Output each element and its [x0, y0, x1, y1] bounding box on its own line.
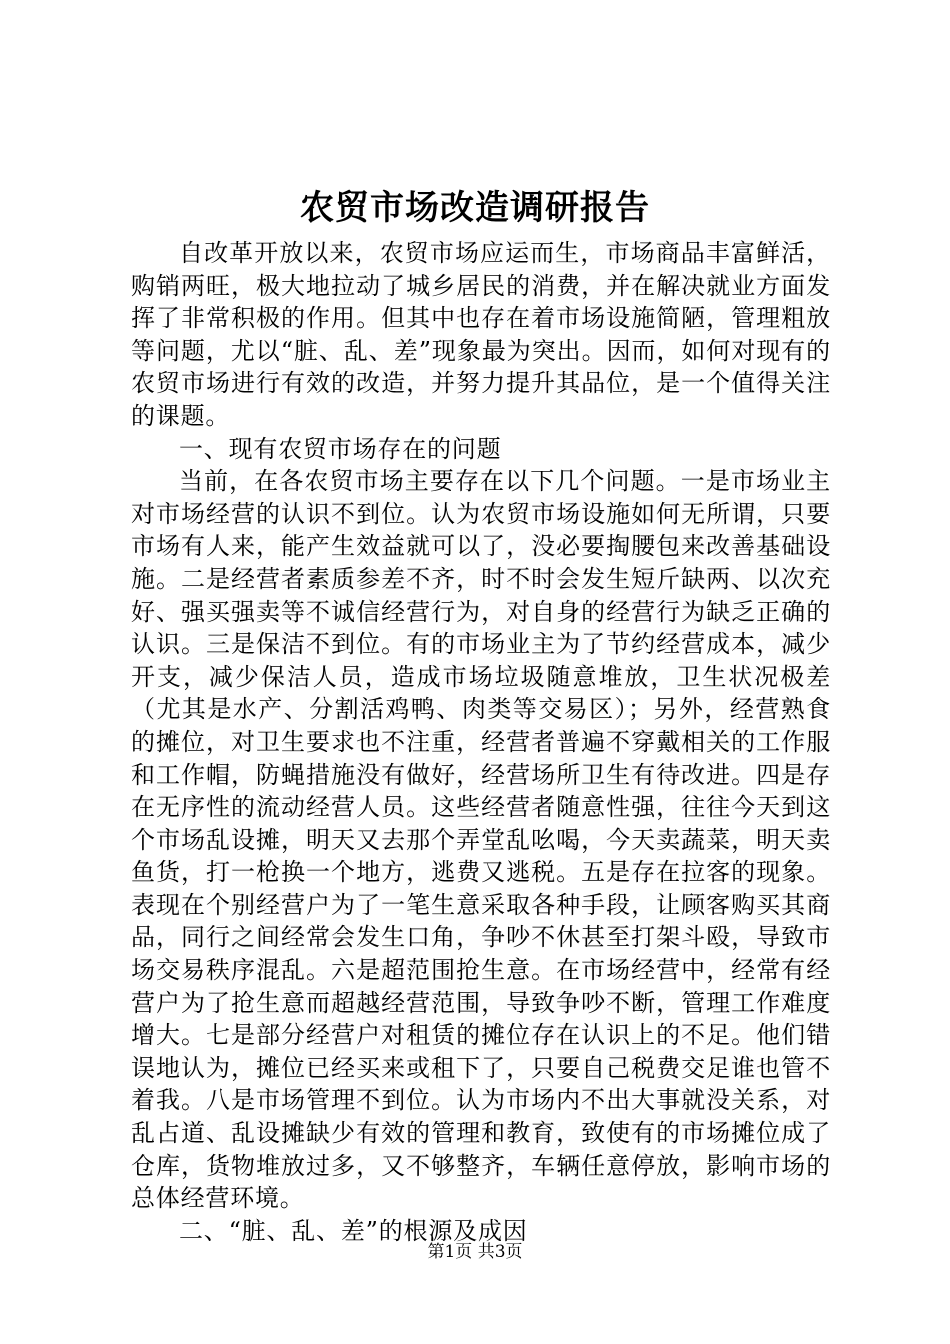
page-footer: 第1页 共3页: [427, 1242, 523, 1262]
problems-paragraph: 当前，在各农贸市场主要存在以下几个问题。一是市场业主对市场经营的认识不到位。认为农贸市场设施如何无所谓，只要市场有人来，能产生效益就可以了，没必要掏腰包来改善基础设施。二是经营者素质参差不齐，时不时会发生短斤缺两、以次充好、强买强卖等不诚信经营行为，对自身的经营行为缺乏正确的认识。三是保洁不到位。有的市场业主为了节约经营成本，减少开支，减少保洁人员，造成市场垃圾随意堆放，卫生状况极差（尤其是水产、分割活鸡鸭、肉类等交易区）；另外，经营熟食的摊位，对卫生要求也不注重，经营者普遍不穿戴相关的工作服和工作帽，防蝇措施没有做好，经营场所卫生有待改进。四是存在无序性的流动经营人员。这些经营者随意性强，往往今天到这个市场乱设摊，明天又去那个弄堂乱吆喝，今天卖蔬菜，明天卖鱼货，打一枪换一个地方，逃费又逃税。五是存在拉客的现象。表现在个别经营户为了一笔生意采取各种手段，让顾客购买其商品，同行之间经常会发生口角，争吵不休甚至打架斗殴，导致市场交易秩序混乱。六是超范围抢生意。在市场经营中，经常有经营户为了抢生意而超越经营范围，导致争吵不断，管理工作难度增大。七是部分经营户对租赁的摊位存在认识上的不足。他们错误地认为，摊位已经买来或租下了，只要自己税费交足谁也管不着我。八是市场管理不到位。认为市场内不出大事就没关系，对乱占道、乱设摊缺少有效的管理和教育，致使有的市场摊位成了仓库，货物堆放过多，又不够整齐，车辆任意停放，影响市场的总体经营环境。: [131, 467, 831, 1213]
section-heading-1: 一、现有农贸市场存在的问题: [179, 434, 502, 463]
document-body: [131, 237, 831, 1247]
section-heading-2: 二、“脏、乱、差”的根源及成因: [179, 1216, 528, 1245]
intro-paragraph: 自改革开放以来，农贸市场应运而生，市场商品丰富鲜活，购销两旺，极大地拉动了城乡居民的消费，并在解决就业方面发挥了非常积极的作用。但其中也存在着市场设施简陋，管理粗放等问题，尤以“脏、乱、差”现象最为突出。因而，如何对现有的农贸市场进行有效的改造，并努力提升其品位，是一个值得关注的课题。: [131, 239, 831, 430]
document-title: 农贸市场改造调研报告: [300, 188, 650, 228]
